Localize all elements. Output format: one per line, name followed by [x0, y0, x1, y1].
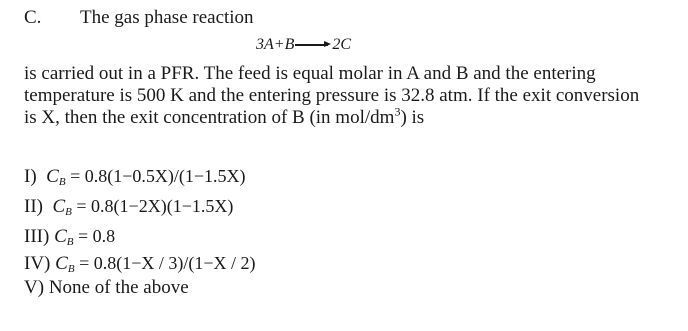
option-ii[interactable] — [24, 194, 233, 224]
question-intro: The gas phase reaction — [80, 7, 254, 28]
problem-line-2: temperature is 500 K and the entering pressure is 32.8 atm. If the exit conversion — [24, 85, 640, 106]
problem-line-3: is X, then the exit concentration of B (in mol/$dm^3$) is — [24, 104, 425, 128]
option-label: III) — [24, 226, 50, 247]
option-label: I) — [24, 166, 37, 187]
option-variable: C — [46, 166, 59, 187]
option-label: IV) — [24, 253, 51, 274]
reaction-reactants: 3A+B — [256, 36, 295, 53]
option-variable: C — [54, 226, 67, 247]
option-expression: = 0.8(1−X / 3)/(1−X / 2) — [74, 253, 256, 273]
problem-statement — [24, 63, 674, 129]
option-text: None of the above — [48, 277, 189, 298]
unit-exponent: 3 — [394, 104, 401, 119]
option-variable: C — [55, 253, 68, 274]
reaction-products: 2C — [332, 36, 352, 53]
option-v[interactable] — [24, 276, 189, 300]
option-expression: = 0.8 — [73, 226, 116, 246]
problem-line-1: is carried out in a PFR. The feed is equal molar in A and B and the entering — [24, 63, 596, 84]
option-iii[interactable] — [24, 224, 115, 254]
option-label: II) — [24, 196, 43, 217]
option-expression: = 0.8(1−2X)(1−1.5X) — [71, 196, 234, 216]
option-i[interactable] — [24, 164, 246, 194]
option-subscript: B — [67, 263, 75, 275]
option-subscript: B — [58, 176, 66, 188]
option-label: V) — [24, 277, 45, 298]
option-subscript: B — [65, 206, 72, 218]
option-subscript: B — [66, 236, 74, 248]
reaction-equation — [256, 34, 351, 56]
option-expression: = 0.8(1−0.5X)/(1−1.5X) — [65, 166, 246, 186]
question-header — [24, 6, 254, 30]
question-label: C. — [24, 7, 42, 28]
reaction-arrow-icon — [295, 40, 331, 50]
option-variable: C — [52, 196, 66, 217]
